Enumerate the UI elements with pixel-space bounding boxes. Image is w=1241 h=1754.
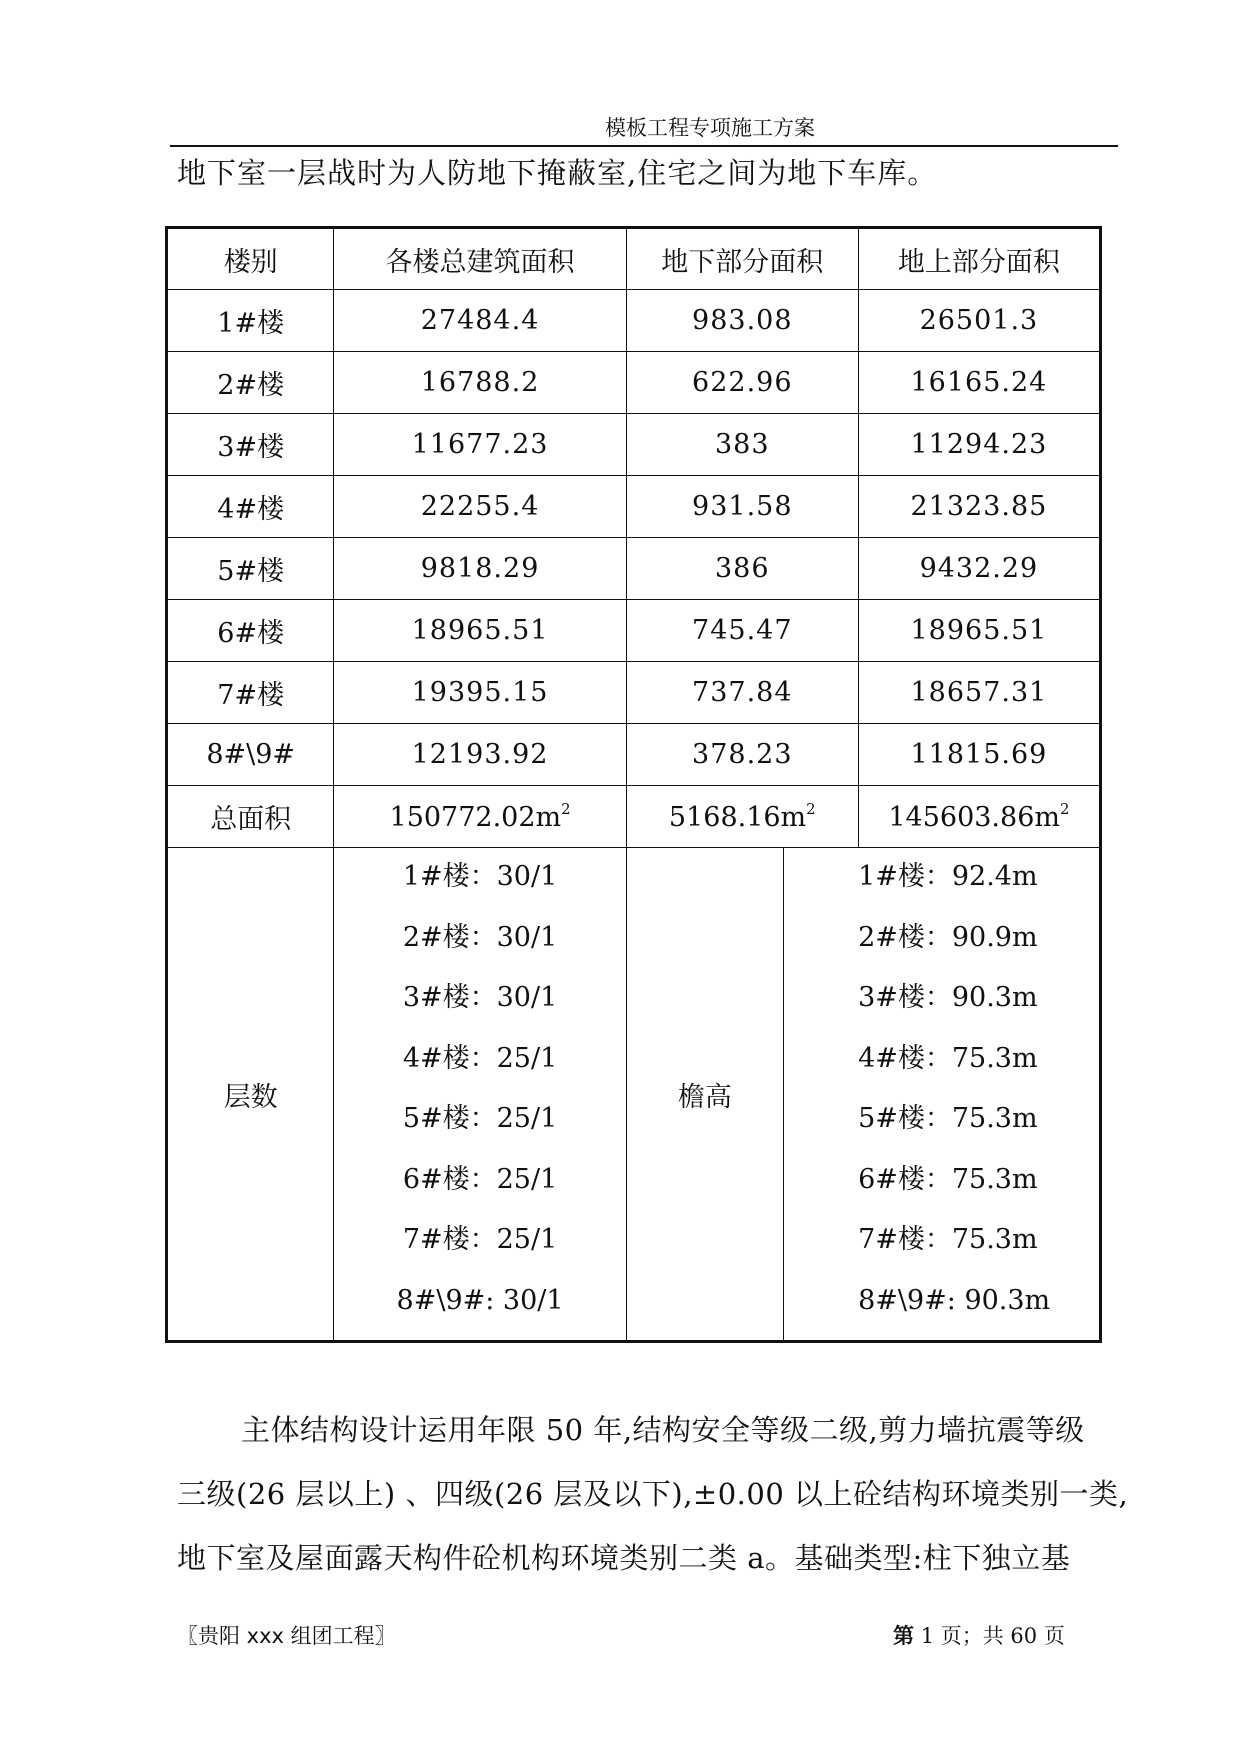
total-area-cell: 12193.92 [334, 724, 626, 786]
building-cell: 3#楼 [167, 414, 334, 476]
underground-area-cell: 386 [626, 538, 858, 600]
paragraph-line: 主体结构设计运用年限 50 年,结构安全等级二级,剪力墙抗震等级 [241, 1413, 1085, 1447]
total-area-sum: 150772.02m [389, 801, 562, 833]
page-prefix: 第 [893, 1623, 914, 1648]
header-cell-above-ground-area: 地上部分面积 [858, 228, 1100, 290]
above-ground-area-cell: 9432.29 [858, 538, 1100, 600]
above-ground-area-cell: 18657.31 [858, 662, 1100, 724]
page-header-title: 模板工程专项施工方案 [605, 116, 815, 140]
above-ground-area-cell: 26501.3 [858, 290, 1100, 352]
eaves-label-cell: 檐高 [626, 848, 783, 1342]
underground-area-cell: 745.47 [626, 600, 858, 662]
eaves-list-cell [784, 848, 1101, 1342]
total-area-cell: 19395.15 [334, 662, 626, 724]
page-mid: 页；共 [934, 1624, 1011, 1648]
list-item: 7#楼：75.3m [858, 1224, 1038, 1255]
list-item: 5#楼：75.3m [858, 1103, 1038, 1134]
table-row [167, 476, 1101, 538]
header-rule [170, 145, 1118, 147]
building-cell: 2#楼 [167, 352, 334, 414]
list-item: 6#楼：25/1 [402, 1163, 558, 1195]
table-row [167, 352, 1101, 414]
total-area-cell: 27484.4 [334, 290, 626, 352]
total-area-cell: 22255.4 [334, 476, 626, 538]
list-item: 2#楼：90.9m [858, 921, 1038, 953]
list-item: 1#楼：30/1 [402, 861, 558, 892]
underground-area-sum: 5168.16m [668, 801, 807, 833]
table-row [167, 538, 1101, 600]
list-item: 8#\9#: 90.3m [858, 1284, 1051, 1316]
floors-eaves-row [167, 848, 1101, 1342]
total-area-cell: 16788.2 [334, 352, 626, 414]
table-row [167, 662, 1101, 724]
floors-list-cell [334, 848, 626, 1342]
list-item: 4#楼：25/1 [402, 1042, 558, 1074]
total-area-sum-cell [334, 786, 626, 848]
table-row [167, 600, 1101, 662]
list-item: 8#\9#: 30/1 [396, 1284, 564, 1316]
unit-superscript: 2 [1059, 800, 1070, 819]
page-total: 60 [1010, 1624, 1038, 1648]
list-item: 6#楼：75.3m [858, 1163, 1038, 1195]
underground-area-cell: 737.84 [626, 662, 858, 724]
list-item: 7#楼：25/1 [402, 1224, 558, 1255]
table-header-row [167, 228, 1101, 290]
list-item: 5#楼：25/1 [402, 1103, 558, 1134]
list-item: 3#楼：30/1 [402, 982, 558, 1013]
table-row [167, 724, 1101, 786]
eaves-list [784, 848, 1099, 1340]
paragraph-line: 三级(26 层以上) 、四级(26 层及以下),±0.00 以上砼结构环境类别一类, [177, 1477, 1129, 1511]
list-item: 2#楼：30/1 [402, 921, 558, 953]
structure-paragraph [177, 1398, 1129, 1590]
above-ground-area-sum-cell [858, 786, 1100, 848]
table-row [167, 290, 1101, 352]
building-cell: 7#楼 [167, 662, 334, 724]
underground-area-cell: 378.23 [626, 724, 858, 786]
total-area-cell: 18965.51 [334, 600, 626, 662]
building-cell: 8#\9# [167, 724, 334, 786]
page-number: 1 [920, 1624, 935, 1648]
above-ground-area-cell: 16165.24 [858, 352, 1100, 414]
building-cell: 5#楼 [167, 538, 334, 600]
above-ground-area-cell: 21323.85 [858, 476, 1100, 538]
underground-area-cell: 931.58 [626, 476, 858, 538]
building-cell: 4#楼 [167, 476, 334, 538]
paragraph-line: 地下室及屋面露天构件砼机构环境类别二类 a。基础类型:柱下独立基 [177, 1541, 1071, 1575]
footer-page-info [893, 1620, 1065, 1650]
building-cell: 1#楼 [167, 290, 334, 352]
above-ground-area-cell: 18965.51 [858, 600, 1100, 662]
above-ground-area-cell: 11815.69 [858, 724, 1100, 786]
list-item: 3#楼：90.3m [858, 982, 1038, 1013]
floors-list [334, 848, 625, 1340]
unit-superscript: 2 [561, 800, 571, 819]
list-item: 4#楼：75.3m [858, 1042, 1038, 1074]
total-area-cell: 11677.23 [334, 414, 626, 476]
underground-area-cell: 983.08 [626, 290, 858, 352]
total-row [167, 786, 1101, 848]
unit-superscript: 2 [806, 800, 816, 819]
underground-area-sum-cell [626, 786, 858, 848]
underground-area-cell: 622.96 [626, 352, 858, 414]
above-ground-area-cell: 11294.23 [858, 414, 1100, 476]
total-label-cell: 总面积 [167, 786, 334, 848]
above-ground-area-sum: 145603.86m [888, 801, 1060, 833]
floors-label-cell: 层数 [167, 848, 334, 1342]
underground-area-cell: 383 [626, 414, 858, 476]
page-suffix: 页 [1037, 1624, 1065, 1648]
intro-text: 地下室一层战时为人防地下掩蔽室,住宅之间为地下车库。 [177, 156, 938, 190]
header-cell-total-area: 各楼总建筑面积 [334, 228, 626, 290]
header-cell-underground-area: 地下部分面积 [626, 228, 858, 290]
table-row [167, 414, 1101, 476]
list-item: 1#楼：92.4m [858, 861, 1038, 892]
header-cell-building: 楼别 [167, 228, 334, 290]
building-area-table [165, 226, 1102, 1343]
total-area-cell: 9818.29 [334, 538, 626, 600]
footer-project-name: 〖贵阳 xxx 组团工程〗 [177, 1624, 396, 1648]
building-cell: 6#楼 [167, 600, 334, 662]
